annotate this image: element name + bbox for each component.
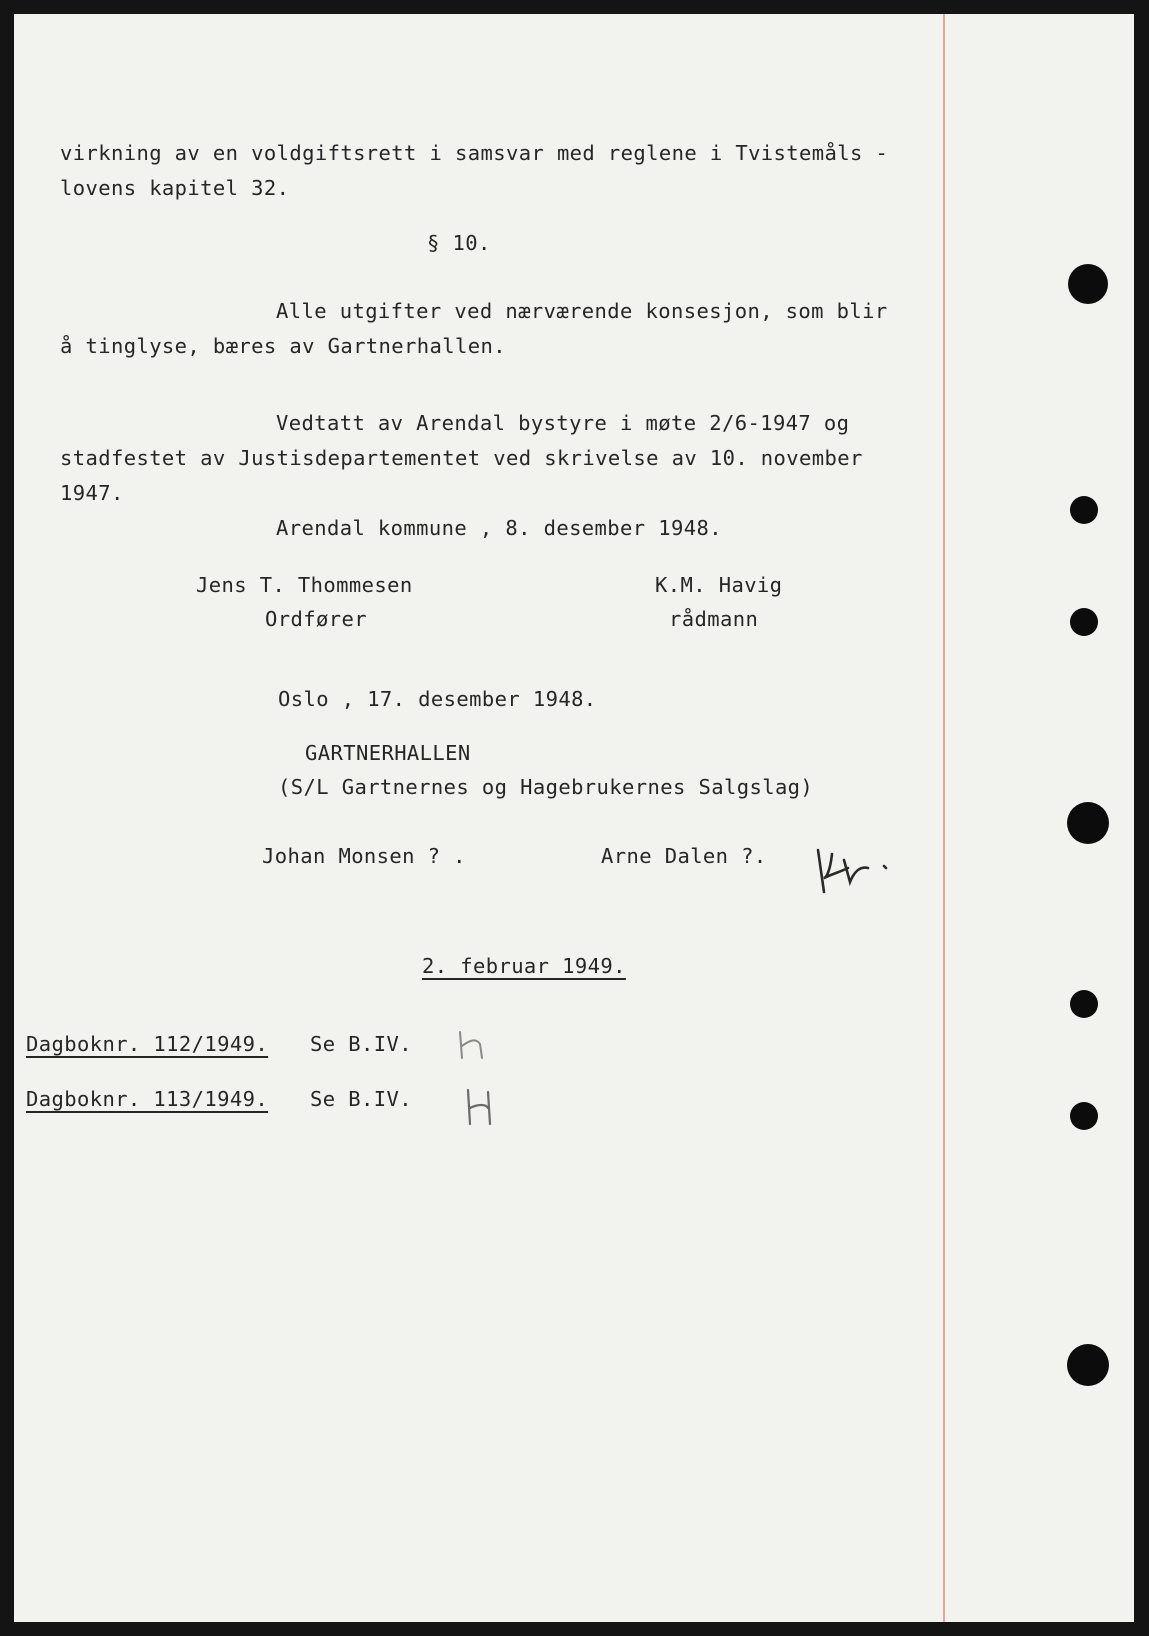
binder-hole — [1070, 496, 1098, 524]
binder-hole — [1067, 1344, 1109, 1386]
text-line: lovens kapitel 32. — [60, 176, 290, 200]
text-line: 1947. — [60, 481, 124, 505]
signature-title: Ordfører — [265, 607, 367, 631]
handwritten-mark — [454, 1028, 488, 1062]
diary-entry-see: Se B.IV. — [310, 1032, 412, 1056]
signature-name: Jens T. Thommesen — [196, 573, 413, 597]
binder-hole — [1067, 802, 1109, 844]
signature-title: rådmann — [669, 607, 759, 631]
section-heading: § 10. — [427, 231, 491, 255]
place-date: Oslo , 17. desember 1948. — [278, 687, 597, 711]
signature-name: K.M. Havig — [655, 573, 783, 597]
diary-entry-ref: Dagboknr. 112/1949. — [26, 1032, 269, 1056]
signature-name: Johan Monsen ? . — [262, 844, 466, 868]
text-line: virkning av en voldgiftsrett i samsvar med reglene i Tvistemåls - — [60, 141, 889, 165]
date-heading: 2. februar 1949. — [422, 954, 626, 978]
handwritten-mark — [462, 1086, 498, 1128]
diary-entry-ref: Dagboknr. 113/1949. — [26, 1087, 269, 1111]
text-line: Alle utgifter ved nærværende konsesjon, som blir — [276, 299, 888, 323]
text-line: stadfestet av Justisdepartementet ved skrivelse av 10. november — [60, 446, 863, 470]
text-line: Vedtatt av Arendal bystyre i møte 2/6-1947 og — [276, 411, 850, 435]
binder-hole — [1068, 264, 1108, 304]
signature-name: Arne Dalen ?. — [601, 844, 767, 868]
margin-rule — [943, 14, 945, 1622]
binder-hole — [1070, 990, 1098, 1018]
organization-name: GARTNERHALLEN — [305, 741, 471, 765]
diary-entry-see: Se B.IV. — [310, 1087, 412, 1111]
text-line: å tinglyse, bæres av Gartnerhallen. — [60, 334, 506, 358]
binder-hole — [1070, 1102, 1098, 1130]
document-page — [14, 14, 1134, 1622]
place-date: Arendal kommune , 8. desember 1948. — [276, 516, 722, 540]
handwritten-initials — [810, 842, 900, 902]
organization-full-name: (S/L Gartnernes og Hagebrukernes Salgslag) — [278, 775, 814, 799]
binder-hole — [1070, 608, 1098, 636]
